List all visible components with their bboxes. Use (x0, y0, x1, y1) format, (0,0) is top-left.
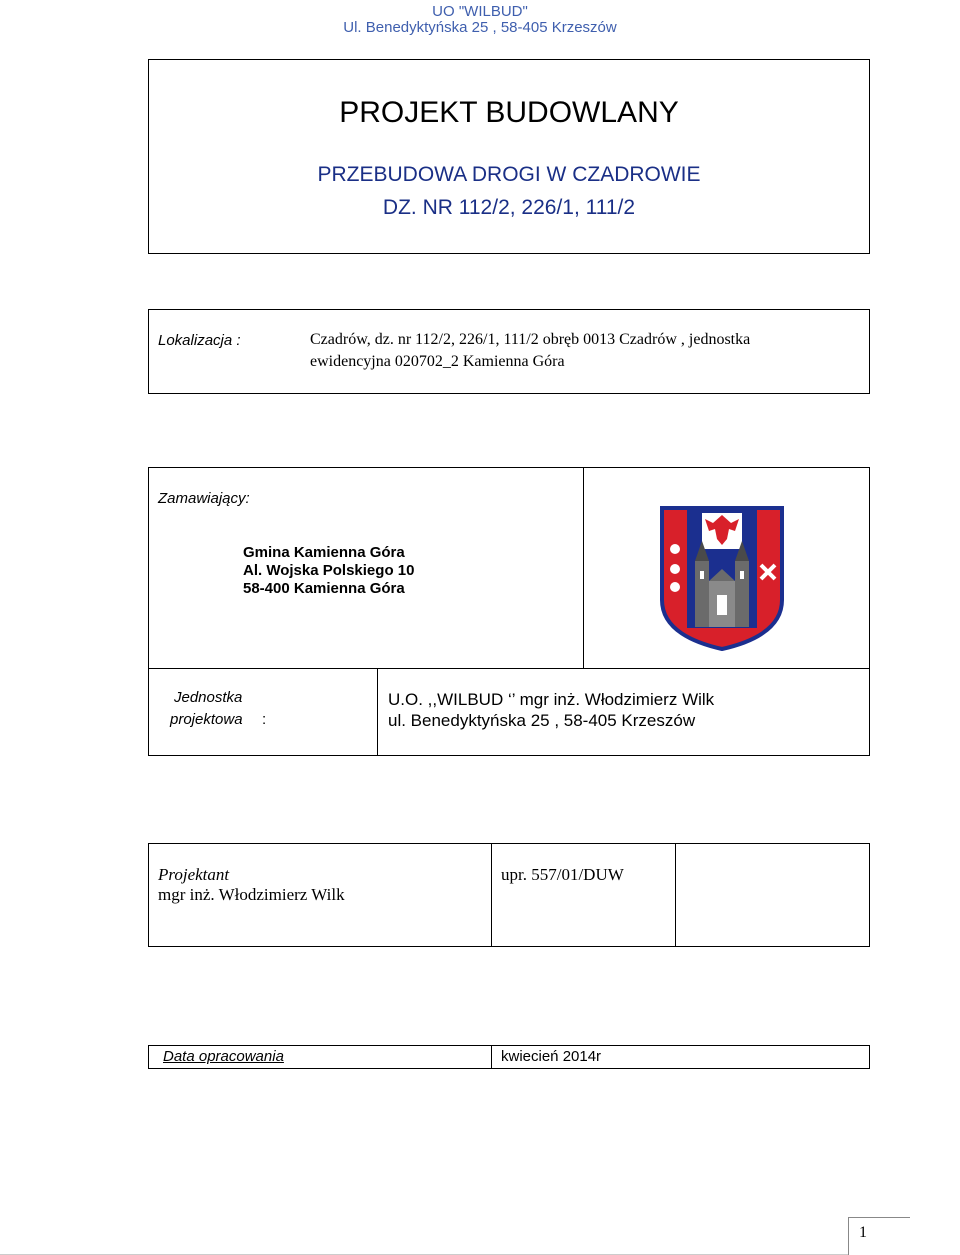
date-label: Data opracowania (163, 1048, 284, 1065)
designer-label: Projektant (158, 865, 230, 884)
client-divider (583, 468, 584, 668)
location-line1: Czadrów, dz. nr 112/2, 226/1, 111/2 obręb 0013 Czadrów , jednostka (310, 331, 751, 348)
design-unit-box (148, 668, 870, 756)
location-line2: ewidencyjna 020702_2 Kamienna Góra (310, 353, 565, 370)
location-box (148, 309, 870, 394)
client-box (148, 467, 870, 669)
designer-name: mgr inż. Włodzimierz Wilk (158, 885, 345, 904)
coat-of-arms-icon (659, 505, 785, 651)
company-address: Ul. Benedyktyńska 25 , 58-405 Krzeszów (343, 19, 617, 36)
title-box (148, 59, 870, 254)
design-unit-colon: : (262, 711, 267, 728)
designer-divider-1 (491, 844, 492, 946)
design-unit-label-2: projektowa (170, 711, 243, 728)
page-number: 1 (859, 1224, 867, 1241)
client-label: Zamawiający: (158, 490, 250, 507)
design-unit-divider (377, 669, 378, 755)
date-box (148, 1045, 870, 1069)
design-unit-line2: ul. Benedyktyńska 25 , 58-405 Krzeszów (388, 711, 696, 730)
client-street: Al. Wojska Polskiego 10 (243, 562, 415, 579)
client-name: Gmina Kamienna Góra (243, 544, 405, 561)
designer-box (148, 843, 870, 947)
location-label: Lokalizacja : (158, 332, 241, 349)
date-divider (491, 1046, 492, 1068)
designer-divider-2 (675, 844, 676, 946)
designer-license: upr. 557/01/DUW (501, 865, 624, 884)
company-name: UO "WILBUD" (432, 3, 528, 20)
design-unit-line1: U.O. ,,WILBUD ‘’ mgr inż. Włodzimierz Wilk (388, 690, 715, 709)
page-number-box (848, 1217, 910, 1255)
date-value: kwiecień 2014r (501, 1048, 602, 1065)
project-subtitle: PRZEBUDOWA DROGI W CZADROWIE (317, 163, 701, 186)
parcel-numbers: DZ. NR 112/2, 226/1, 111/2 (382, 196, 636, 219)
client-city: 58-400 Kamienna Góra (243, 580, 405, 597)
document-title: PROJEKT BUDOWLANY (339, 96, 679, 129)
design-unit-label-1: Jednostka (174, 689, 243, 706)
